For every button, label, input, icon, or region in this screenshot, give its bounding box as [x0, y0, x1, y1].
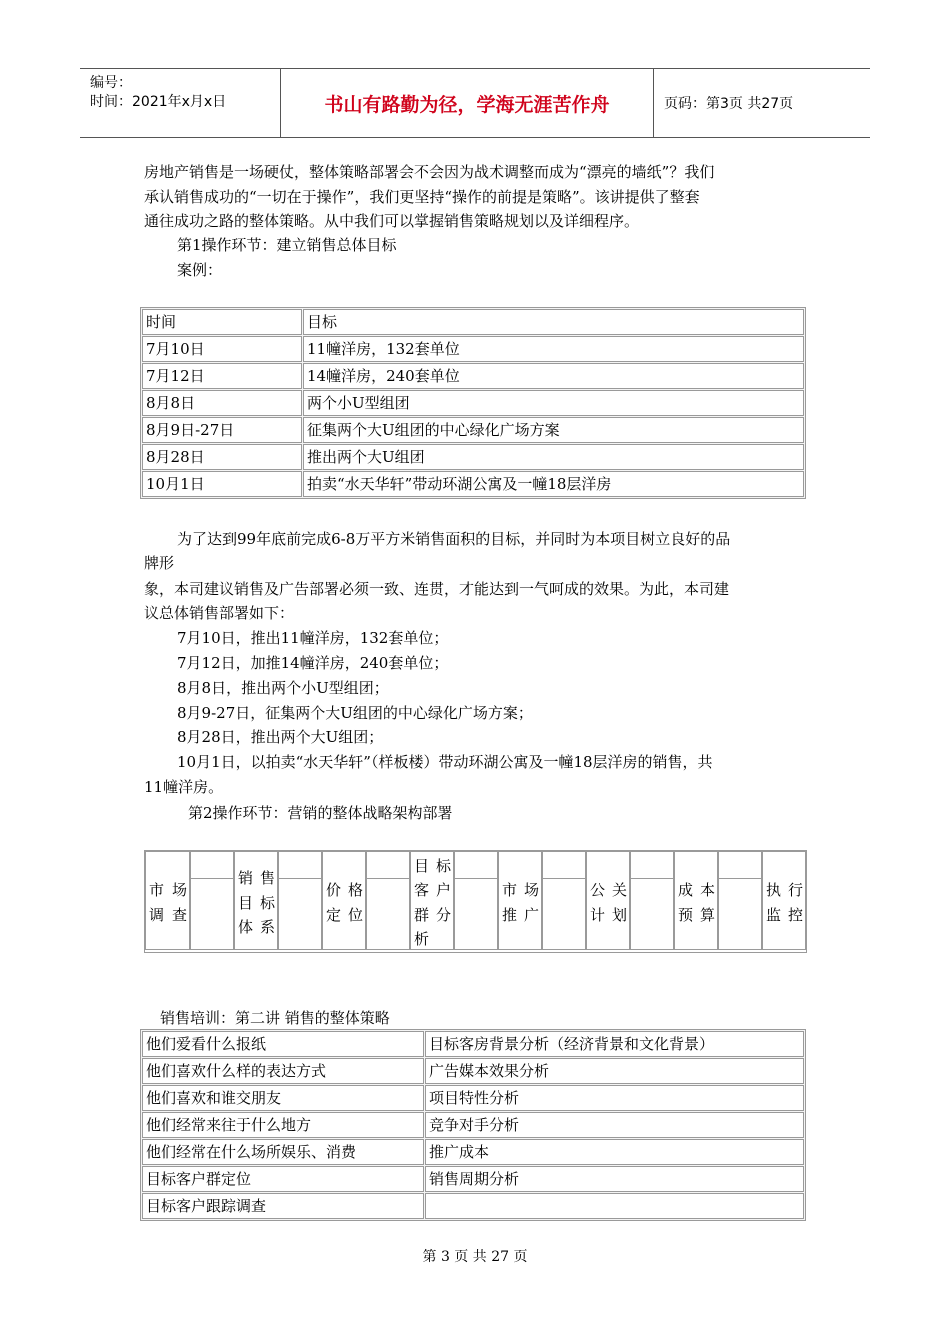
table-row	[142, 1112, 804, 1138]
cell-question: 目标客户群定位	[142, 1166, 424, 1192]
flow-step-promotion: 市场 推广	[498, 851, 542, 950]
cell-question: 他们喜欢什么样的表达方式	[142, 1058, 424, 1084]
cell-target: 两个小U型组团	[303, 390, 804, 416]
cell-date: 10月1日	[142, 471, 302, 497]
cell-analysis: 竞争对手分析	[425, 1112, 804, 1138]
header-cell-target: 目标	[303, 309, 804, 335]
page-header	[80, 68, 870, 138]
flow-connector	[366, 851, 410, 950]
flow-step-sales-target: 销售 目标 体系	[234, 851, 278, 950]
cell-question: 他们爱看什么报纸	[142, 1031, 424, 1057]
flow-step-pricing: 价格 定位	[322, 851, 366, 950]
table-row	[142, 1166, 804, 1192]
cell-date: 7月10日	[142, 336, 302, 362]
intro-line-2: 承认销售成功的“一切在于操作”，我们更坚持“操作的前提是策略”。该讲提供了整套	[144, 188, 700, 206]
cell-analysis: 项目特性分析	[425, 1085, 804, 1111]
cell-question: 他们喜欢和谁交朋友	[142, 1085, 424, 1111]
para2-line-1: 为了达到99年底前完成6-8万平方米销售面积的目标，并同时为本项目树立良好的品	[177, 530, 731, 548]
number-label: 编号：	[90, 75, 132, 91]
date-label: 时间：2021年x月x日	[90, 94, 227, 110]
flow-step-budget: 成本 预算	[674, 851, 718, 950]
table-row	[142, 1031, 804, 1057]
cell-question: 目标客户跟踪调查	[142, 1193, 424, 1219]
table-row	[142, 336, 804, 362]
flow-connector	[190, 851, 234, 950]
cell-question: 他们经常在什么场所娱乐、消费	[142, 1139, 424, 1165]
cell-analysis: 销售周期分析	[425, 1166, 804, 1192]
table-header-row	[142, 309, 804, 335]
table-row	[142, 471, 804, 497]
para2-line-2: 牌形	[144, 554, 175, 572]
table-row	[142, 363, 804, 389]
table-row	[142, 444, 804, 470]
table-row	[142, 1085, 804, 1111]
cell-analysis	[425, 1193, 804, 1219]
case-label: 案例：	[177, 261, 223, 279]
deployment-item: 10月1日，以拍卖“水天华轩”（样板楼）带动环湖公寓及一幢18层洋房的销售，共	[177, 753, 713, 771]
table-row	[142, 417, 804, 443]
flow-step-target-customer: 目标 客户 群分 析	[410, 851, 454, 950]
flow-step-market-research: 市场 调查	[145, 851, 190, 950]
cell-target: 11幢洋房，132套单位	[303, 336, 804, 362]
step1-title: 第1操作环节：建立销售总体目标	[177, 236, 397, 254]
flow-connector	[454, 851, 498, 950]
cell-question: 他们经常来往于什么地方	[142, 1112, 424, 1138]
cell-date: 7月12日	[142, 363, 302, 389]
deployment-item: 7月10日，推出11幢洋房，132套单位；	[177, 629, 449, 647]
cell-analysis: 目标客房背景分析（经济背景和文化背景）	[425, 1031, 804, 1057]
deployment-item: 8月9-27日，征集两个大U组团的中心绿化广场方案；	[177, 704, 533, 722]
cell-target: 推出两个大U组团	[303, 444, 804, 470]
page-footer: 第 3 页 共 27 页	[422, 1249, 528, 1265]
deployment-item: 8月8日，推出两个小U型组团；	[177, 679, 389, 697]
table-row	[142, 1139, 804, 1165]
flow-connector	[630, 851, 674, 950]
cell-analysis: 推广成本	[425, 1139, 804, 1165]
cell-target: 14幢洋房，240套单位	[303, 363, 804, 389]
table-row	[142, 1058, 804, 1084]
flow-connector	[718, 851, 762, 950]
header-meta	[80, 69, 281, 137]
step2-title: 第2操作环节：营销的整体战略架构部署	[188, 804, 453, 822]
deployment-item: 11幢洋房。	[144, 778, 224, 796]
schedule-table	[140, 307, 806, 499]
strategy-flow-diagram	[144, 850, 807, 953]
para2-line-3: 象，本司建议销售及广告部署必须一致、连贯，才能达到一气呵成的效果。为此，本司建	[144, 580, 730, 598]
table-row	[142, 390, 804, 416]
flow-step-pr-plan: 公关 计划	[586, 851, 630, 950]
flow-step-monitoring: 执行 监控	[762, 851, 806, 950]
cell-analysis: 广告媒本效果分析	[425, 1058, 804, 1084]
analysis-table	[140, 1029, 806, 1221]
cell-target: 拍卖“水天华轩”带动环湖公寓及一幢18层洋房	[303, 471, 804, 497]
training-title: 销售培训：第二讲 销售的整体策略	[160, 1009, 390, 1027]
header-motto: 书山有路勤为径，学海无涯苦作舟	[281, 69, 654, 137]
table-row	[142, 1193, 804, 1219]
cell-date: 8月8日	[142, 390, 302, 416]
para2-line-4: 议总体销售部署如下：	[144, 604, 295, 622]
flow-connector	[278, 851, 322, 950]
cell-target: 征集两个大U组团的中心绿化广场方案	[303, 417, 804, 443]
deployment-item: 8月28日，推出两个大U组团；	[177, 728, 384, 746]
header-cell-time: 时间	[142, 309, 302, 335]
cell-date: 8月28日	[142, 444, 302, 470]
flow-connector	[542, 851, 586, 950]
intro-line-1: 房地产销售是一场硬仗，整体策略部署会不会因为战术调整而成为“漂亮的墙纸”？我们	[144, 163, 715, 181]
cell-date: 8月9日-27日	[142, 417, 302, 443]
header-page-info: 页码：第3页 共27页	[664, 96, 794, 112]
deployment-item: 7月12日，加推14幢洋房，240套单位；	[177, 654, 449, 672]
intro-line-3: 通往成功之路的整体策略。从中我们可以掌握销售策略规划以及详细程序。	[144, 212, 640, 230]
